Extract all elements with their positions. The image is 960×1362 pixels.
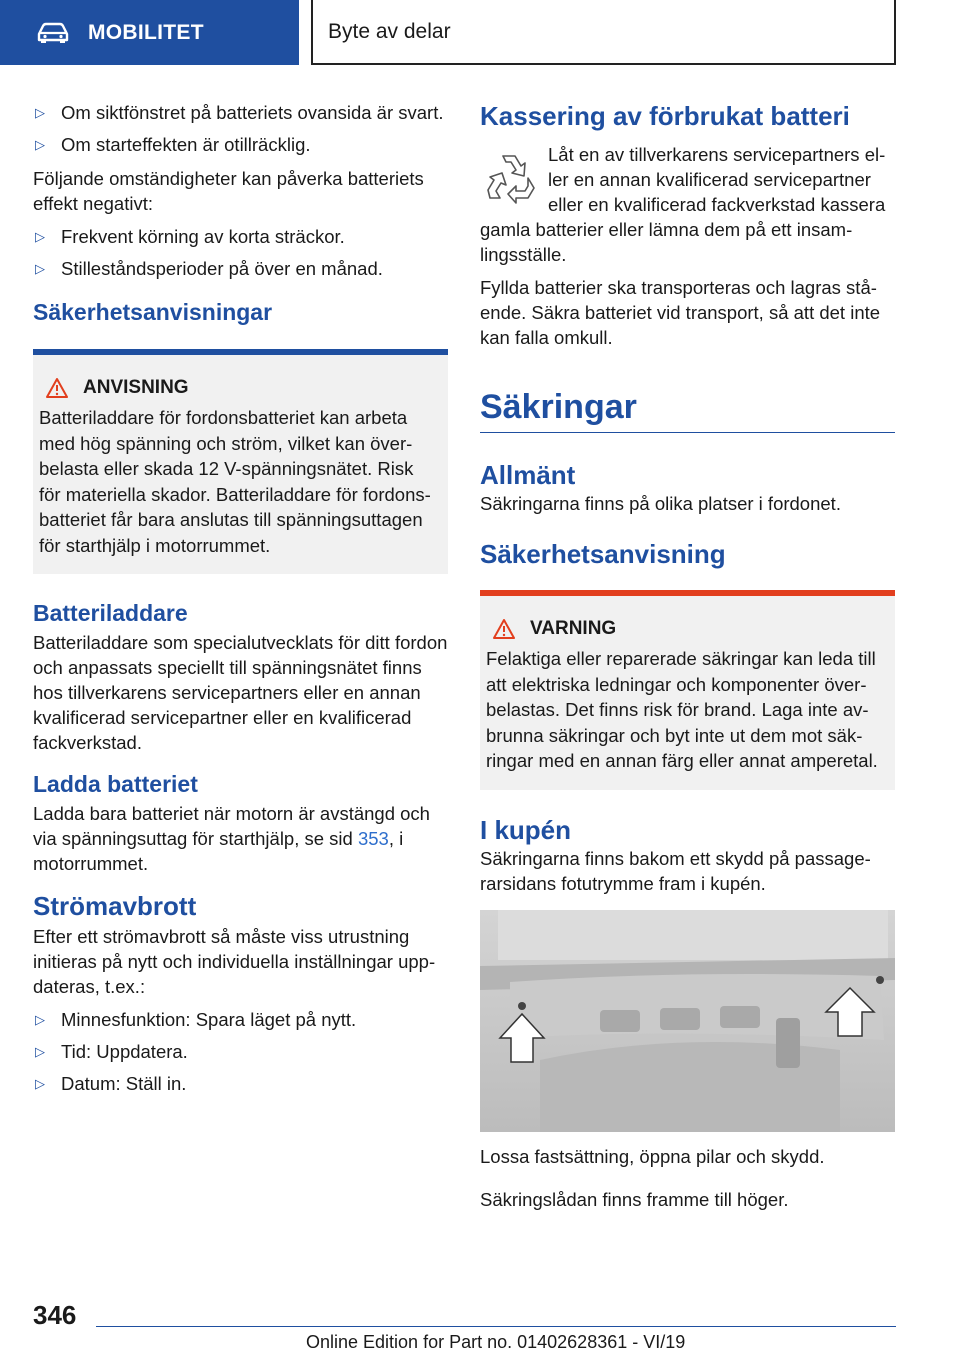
notice-title: ANVISNING bbox=[39, 377, 436, 399]
car-icon bbox=[36, 22, 70, 44]
fuse-cover-photo bbox=[480, 910, 895, 1132]
fusebox-location-text: Säkringslådan finns framme till höger. bbox=[480, 1188, 789, 1210]
disposal-text: Låt en av tillverkarens servicepartners eller en annan kvalificerad servicepartner eller en kvalificerad fackverkstad kassera gamla batterier eller lämna dem på ett insamlingsställe. bbox=[480, 144, 886, 265]
page-link-353[interactable]: 353 bbox=[357, 828, 389, 849]
bullet-arrow-icon: ▷ bbox=[35, 137, 45, 152]
bullet-arrow-icon: ▷ bbox=[35, 261, 45, 276]
disposal-block bbox=[480, 142, 895, 267]
cabin-heading: I kupén bbox=[480, 814, 572, 845]
section-label: MOBILITET bbox=[88, 20, 204, 44]
power-outage-text: Efter ett strömavbrott så måste viss utrustning initieras på nytt och individuella inställningar uppdateras, t.ex.: bbox=[33, 926, 436, 997]
list-item: ▷ Tid: Uppdatera. bbox=[35, 1041, 188, 1062]
warning-triangle-icon bbox=[45, 377, 69, 399]
edition-text: Online Edition for Part no. 01402628361 - VI/19 bbox=[306, 1332, 686, 1352]
list-item: ▷ Om starteffekten är otillräcklig. bbox=[35, 134, 311, 155]
charge-battery-text: Ladda bara batteriet när motorn är avstängd och via spänningsuttag för starthjälp, se sid 353, i motorrummet. bbox=[33, 803, 430, 874]
footer-divider bbox=[96, 1326, 896, 1327]
left-column bbox=[33, 100, 448, 1096]
warning-triangle-icon bbox=[492, 618, 516, 640]
bullet-arrow-icon: ▷ bbox=[35, 1076, 45, 1091]
transport-text: Fyllda batterier ska transporteras och lagras stående. Säkra batteriet vid transport, så att det inte kan falla omkull. bbox=[480, 277, 881, 348]
notice-text: Batteriladdare för fordonsbatteriet kan arbeta med hög spänning och ström, vilket kan överbelasta eller skada 12 V-spänningsnätet. Risk för materiella skador. Batteriladdare för fordonsbatteriet får bara anslutas till spänningsuttagen för starthjälp i motorrummet. bbox=[39, 407, 431, 556]
safety-instructions-heading: Säkerhetsanvisningar bbox=[33, 299, 273, 325]
photo-caption: Lossa fastsättning, öppna pilar och skydd. bbox=[480, 1145, 825, 1167]
page-number: 346 bbox=[33, 1300, 77, 1330]
bullet-arrow-icon: ▷ bbox=[35, 1044, 45, 1059]
notice-box bbox=[33, 349, 448, 574]
heading-divider bbox=[480, 432, 895, 433]
list-item: ▷ Minnesfunktion: Spara läget på nytt. bbox=[35, 1009, 357, 1030]
header-section-tab bbox=[0, 0, 299, 65]
general-heading: Allmänt bbox=[480, 460, 576, 490]
general-text: Säkringarna finns på olika platser i fordonet. bbox=[480, 493, 841, 514]
safety-instruction-heading: Säkerhetsanvisning bbox=[480, 539, 726, 569]
charge-battery-heading: Ladda batteriet bbox=[33, 771, 198, 797]
fuses-heading: Säkringar bbox=[480, 388, 637, 426]
right-column bbox=[480, 100, 895, 1212]
charger-heading: Batteriladdare bbox=[33, 600, 188, 626]
cabin-text: Säkringarna finns bakom ett skydd på passagerarsidans fotutrymme fram i kupén. bbox=[480, 847, 871, 894]
list-item: ▷ Stilleståndsperioder på över en månad. bbox=[35, 258, 383, 279]
bullet-arrow-icon: ▷ bbox=[35, 105, 45, 120]
list-item: ▷ Datum: Ställ in. bbox=[35, 1073, 187, 1094]
warning-box bbox=[480, 590, 895, 790]
bullet-arrow-icon: ▷ bbox=[35, 1012, 45, 1027]
disposal-heading: Kassering av förbrukat batteri bbox=[480, 101, 850, 131]
recycle-icon bbox=[480, 148, 538, 206]
warning-title: VARNING bbox=[486, 618, 883, 640]
intro-factors-text: Följande omständigheter kan påverka batteriets effekt negativt: bbox=[33, 168, 424, 214]
list-item: ▷ Frekvent körning av korta sträckor. bbox=[35, 226, 345, 247]
bullet-arrow-icon: ▷ bbox=[35, 229, 45, 244]
charger-text: Batteriladdare som specialutvecklats för ditt fordon och anpassats speciellt till spänningsnätet finns hos tillverkarens servicepartners eller en annan kvalificerad servicepartner eller en kvalificerad fackverkstad. bbox=[33, 632, 448, 753]
chapter-title: Byte av delar bbox=[311, 0, 896, 65]
power-outage-heading: Strömavbrott bbox=[33, 891, 197, 921]
fuse-cover-illustration bbox=[480, 910, 895, 1132]
warning-text: Felaktiga eller reparerade säkringar kan leda till att elektriska ledningar och komponenter överbelastas. Det finns risk för brand. Laga inte avbrunna säkringar och byt inte ut dem mot säkringar med en annan färg eller annat amperetal. bbox=[486, 648, 878, 771]
list-item: ▷ Om siktfönstret på batteriets ovansida är svart. bbox=[35, 102, 444, 123]
